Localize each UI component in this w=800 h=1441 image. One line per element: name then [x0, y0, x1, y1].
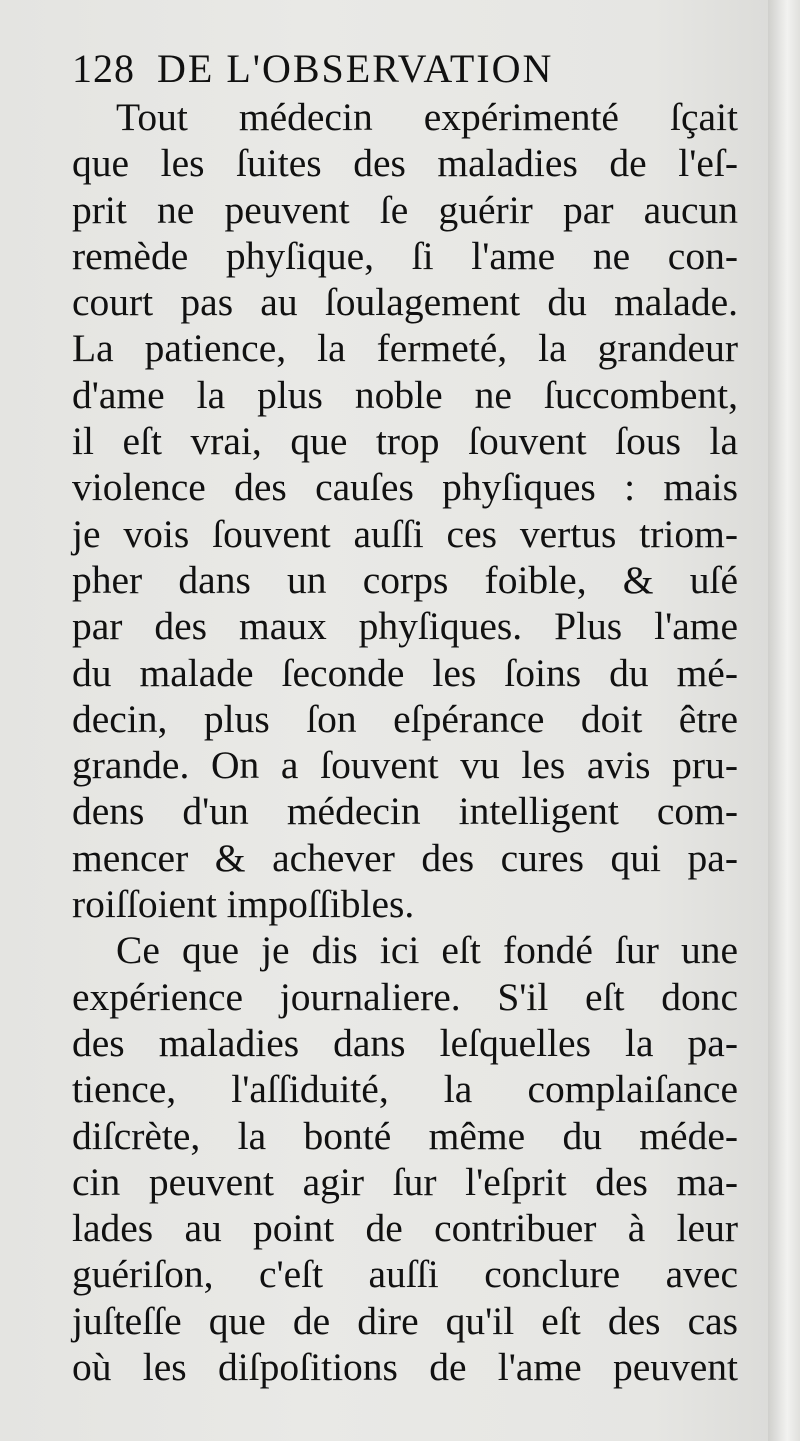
text-line: diſcrète, la bonté même du méde- [72, 1113, 738, 1158]
paragraph-2 [72, 927, 738, 1390]
text-line: il eſt vrai, que trop ſouvent ſous la [72, 419, 738, 464]
running-title: DE L'OBSERVATION [157, 46, 554, 91]
text-line: mencer & achever des cures qui pa- [72, 835, 738, 880]
text-line: court pas au ſoulagement du malade. [72, 280, 738, 325]
text-line: La patience, la fermeté, la grandeur [72, 326, 738, 371]
text-line: violence des cauſes phyſiques : mais [72, 465, 738, 510]
text-line: où les diſpoſitions de l'ame peuvent [72, 1345, 738, 1390]
running-head [72, 44, 738, 94]
text-line: dens d'un médecin intelligent com- [72, 789, 738, 834]
text-line: decin, plus ſon eſpérance doit être [72, 696, 738, 741]
text-line: guériſon, c'eſt auſſi conclure avec [72, 1252, 738, 1297]
text-line: grande. On a ſouvent vu les avis pru- [72, 743, 738, 788]
text-line: d'ame la plus noble ne ſuccombent, [72, 372, 738, 417]
text-line: prit ne peuvent ſe guérir par aucun [72, 187, 738, 232]
text-line: je vois ſouvent auſſi ces vertus triom- [72, 511, 738, 556]
paragraph-1 [72, 94, 738, 927]
page-number: 128 [72, 46, 135, 91]
text-line: des maladies dans leſquelles la pa- [72, 1020, 738, 1065]
text-line: roiſſoient impoſſibles. [72, 882, 415, 927]
text-line: Tout médecin expérimenté ſçait [116, 95, 738, 139]
text-line: lades au point de contribuer à leur [72, 1206, 738, 1251]
text-line: cin peuvent agir ſur l'eſprit des ma- [72, 1159, 738, 1204]
text-line: remède phyſique, ſi l'ame ne con- [72, 233, 738, 278]
text-line: juſteſſe que de dire qu'il eſt des cas [72, 1298, 738, 1343]
text-line: que les ſuites des maladies de l'eſ- [72, 141, 738, 186]
page-edge [768, 0, 800, 1441]
text-line: tience, l'aſſiduité, la complaiſance [72, 1067, 738, 1112]
text-line: expérience journaliere. S'il eſt donc [72, 974, 738, 1019]
text-line: du malade ſeconde les ſoins du mé- [72, 650, 738, 695]
text-line: par des maux phyſiques. Plus l'ame [72, 604, 738, 649]
text-line: Ce que je dis ici eſt fondé ſur une [116, 928, 738, 973]
text-line: pher dans un corps foible, & uſé [72, 557, 738, 602]
